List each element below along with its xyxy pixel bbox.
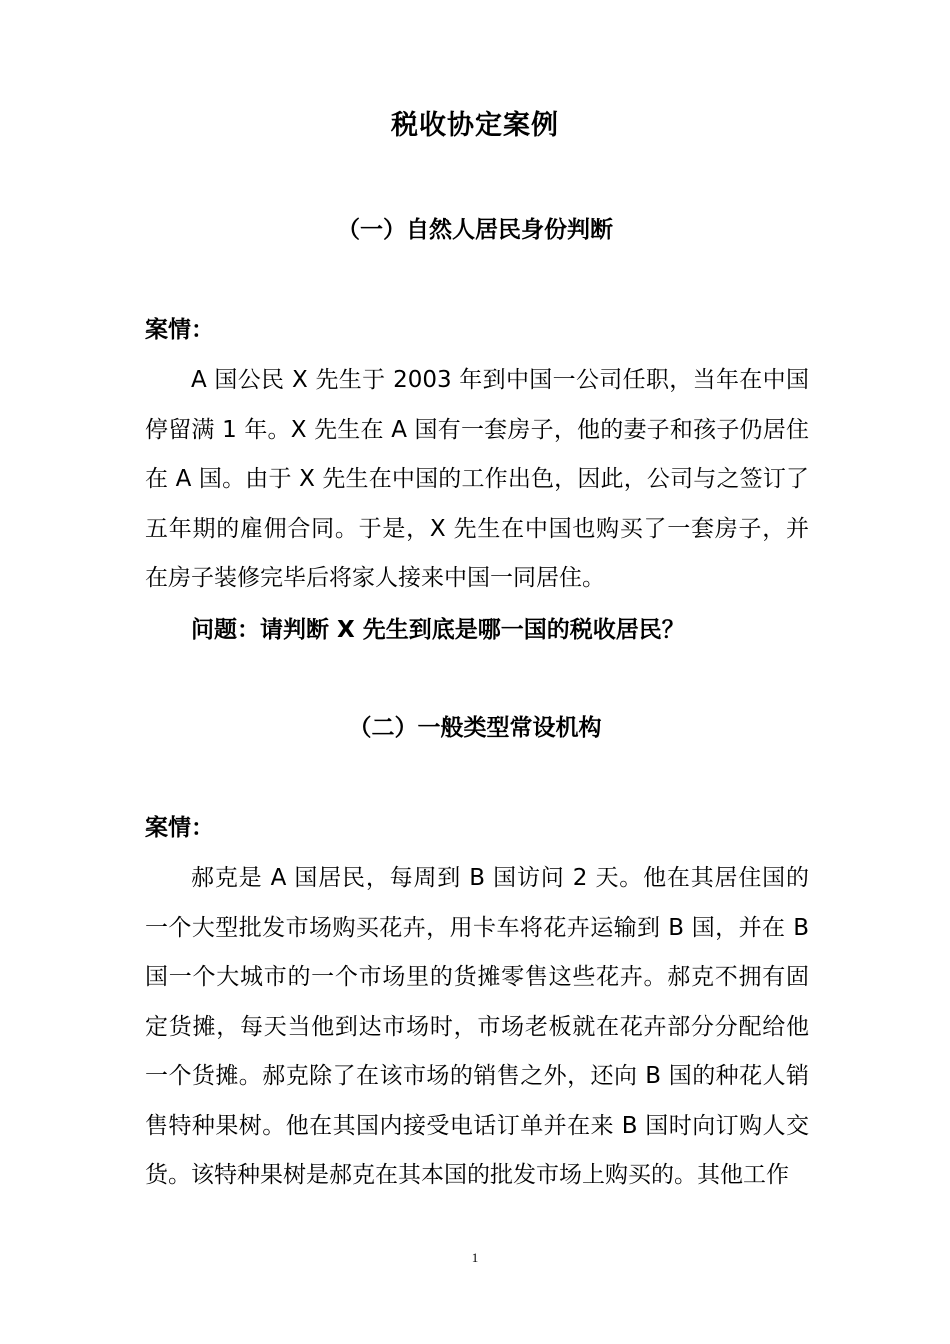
section-heading-1: （一）自然人居民身份判断 [337, 217, 613, 243]
page-number: 1 [471, 1250, 479, 1265]
case-label-2: 案情： [145, 815, 214, 841]
question-1: 问题：请判断 X 先生到底是哪一国的税收居民？ [191, 617, 685, 643]
case-paragraph-2: 郝克是 A 国居民，每周到 B 国访问 2 天。他在其居住国的一个大型批发市场购买花卉，用卡车将花卉运输到 B 国，并在 B 国一个大城市的一个市场里的货摊零售这些花卉。郝克不拥有固定货摊，每天当他到达市场时，市场老板就在花卉部分分配给他一个货摊。郝克除了在该市场的销售之外，还向 B 国的种花人销售特种果树。他在其国内接受电话订单并在来 B 国时向订购人交货。该特种果树是郝克在其本国的批发市场上购买的。其他工作 [145, 865, 809, 1188]
case-label-1: 案情： [145, 317, 214, 343]
section-heading-2: （二）一般类型常设机构 [348, 715, 602, 741]
case-paragraph-1: A 国公民 X 先生于 2003 年到中国一公司任职，当年在中国停留满 1 年。X 先生在 A 国有一套房子，他的妻子和孩子仍居住在 A 国。由于 X 先生在中国的工作出色，因此，公司与之签订了五年期的雇佣合同。于是，X 先生在中国也购买了一套房子，并在房子装修完毕后将家人接来中国一同居住。 [145, 367, 809, 591]
document-title: 税收协定案例 [391, 110, 559, 141]
